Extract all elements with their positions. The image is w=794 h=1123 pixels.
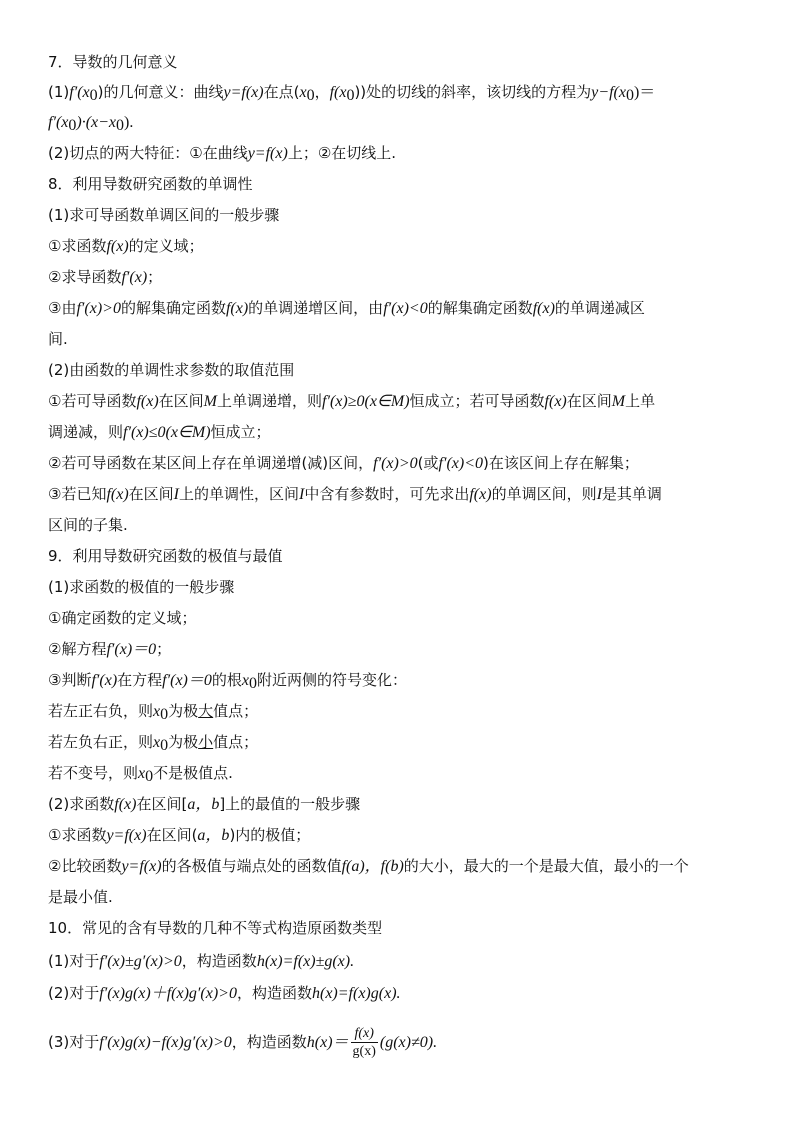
s9-line-7: 若不变号，则$x_0$不是极值点. — [48, 764, 233, 785]
fraction-numerator: f(x) — [351, 1025, 378, 1043]
s8-line-7: ①若可导函数f(x)在区间M上单调递增，则f′(x)≥0(x∈M)恒成立；若可导函数f(x)在区间M上单 — [48, 392, 656, 410]
s8-line-6: (2)由函数的单调性求参数的取值范围 — [48, 361, 295, 379]
s9-line-5: 若左正右负，则$x_0$为极大值点； — [48, 702, 259, 723]
fraction — [351, 1025, 378, 1060]
s8-line-3: ②求导函数f′(x)； — [48, 268, 163, 286]
s9-line-1: (1)求函数的极值的一般步骤 — [48, 578, 235, 596]
s9-line-10: ②比较函数y=f(x)的各极值与端点处的函数值f(a)，f(b)的大小，最大的一个是最大值，最小的一个 — [48, 857, 689, 875]
section-10-heading: 10．常见的含有导数的几种不等式构造原函数类型 — [48, 919, 383, 937]
fraction-denominator: g(x) — [352, 1044, 376, 1059]
s8-line-1: (1)求可导函数单调区间的一般步骤 — [48, 206, 280, 224]
s7-line-1: $(1)f'(x_0)$的几何意义：曲线y=f(x)在点($x_0$，$f(x_0)$)处的切线的斜率，该切线的方程为$y-f(x_0)=$ — [48, 83, 656, 104]
s9-line-4: ③判断f′(x)在方程f′(x)＝0的根$x_0$附近两侧的符号变化： — [48, 671, 408, 692]
s9-line-9: ①求函数y=f(x)在区间(a，b)内的极值； — [48, 826, 311, 844]
s9-line-8: (2)求函数f(x)在区间[a，b]上的最值的一般步骤 — [48, 795, 361, 813]
s8-line-10: ③若已知f(x)在区间I上的单调性，区间I中含有参数时，可先求出f(x)的单调区间，则I是其单调 — [48, 485, 662, 503]
s10-line-1: (1)对于f′(x)±g′(x)>0，构造函数h(x)=f(x)±g(x). — [48, 952, 355, 970]
s9-line-3: ②解方程f′(x)＝0； — [48, 640, 172, 658]
s8-line-2: ①求函数f(x)的定义域； — [48, 237, 204, 255]
s8-line-11: 区间的子集. — [48, 516, 128, 534]
s8-line-8: 调递减，则f′(x)≤0(x∈M)恒成立； — [48, 423, 271, 441]
s10-line-3: (3)对于f′(x)g(x)−f(x)g′(x)>0，构造函数h(x)＝ $\frac{f(x)}{g(x)}$ (g(x)≠0). — [48, 1026, 438, 1059]
s8-line-4: ③由f′(x)>0的解集确定函数f(x)的单调递增区间，由f′(x)<0的解集确定函数f(x)的单调递减区 — [48, 299, 645, 317]
section-7-heading: 7．导数的几何意义 — [48, 53, 178, 71]
s9-line-2: ①确定函数的定义域； — [48, 609, 197, 627]
s10-line-2: (2)对于f′(x)g(x)＋f(x)g′(x)>0，构造函数h(x)=f(x)g(x). — [48, 984, 401, 1002]
s7-line-2: $f'(x_0)\cdot(x-x_0)$. — [48, 114, 134, 134]
s9-line-11: 是最小值. — [48, 888, 113, 906]
s7-line-3: (2)切点的两大特征：①在曲线y=f(x)上；②在切线上. — [48, 144, 397, 162]
s9-line-6: 若左负右正，则$x_0$为极小值点； — [48, 733, 259, 754]
section-8-heading: 8．利用导数研究函数的单调性 — [48, 175, 253, 193]
section-9-heading: 9．利用导数研究函数的极值与最值 — [48, 547, 283, 565]
s8-line-9: ②若可导函数在某区间上存在单调递增(减)区间，f′(x)>0(或f′(x)<0)在该区间上存在解集； — [48, 454, 639, 472]
s8-line-5: 间. — [48, 330, 68, 348]
